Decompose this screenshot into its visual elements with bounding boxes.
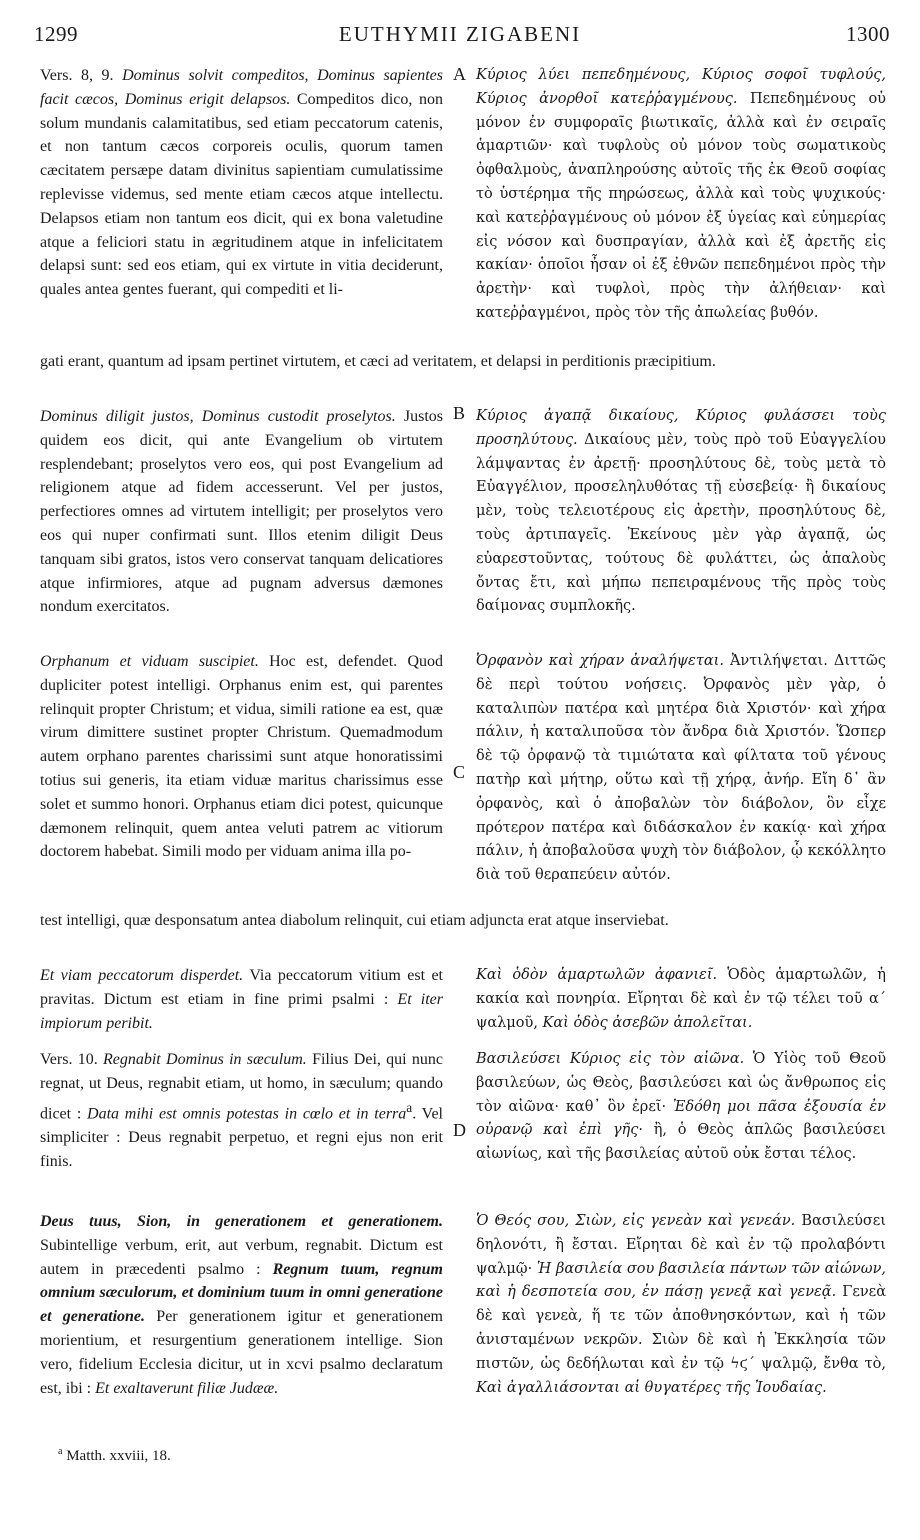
greek-commentary: Ὁδὸς ἁμαρτωλῶν, ἡ κακία καὶ πονηρία. Εἴρηται δὲ καὶ ἐν τῷ τέλει τοῦ α΄ ψαλμοῦ, bbox=[476, 967, 886, 1031]
greek-commentary: Πεπεδημένους οὐ μόνον ἐν συμφοραῖς βιωτικαῖς, ἀλλὰ καὶ ἐν σειραῖς ἁμαρτιῶν· καὶ τυφλοὺς οὐ μόνον τοὺς σωματικοὺς ὀφθαλμοὺς, ἀναπληρούσης αὐτοῖς τῆς ἐκ Θεοῦ σοφίας τὸ ὑστέρημα τῆς πηρώσεως, ἀλλὰ καὶ τοὺς ψυχικούς· καὶ κατεῤῥαγμένους οὐ μόνον ἐξ ὑγείας καὶ εὐημερίας εἰς νόσον καὶ δυσπραγίαν, ἀλλὰ καὶ ἐξ ἀρετῆς εἰς κακίαν· ὁποῖοι ἦσαν οἱ ἐξ ἐθνῶν πεπεδημένοι πρὸς τὴν ἀρετὴν· καὶ τυφλοὶ, πρὸς τὴν ἀλήθειαν· καὶ κατεῤῥαγμένοι, πρὸς τὸν τῆς ἀπωλείας βυθόν. bbox=[476, 90, 886, 321]
greek-viam bbox=[476, 964, 886, 1035]
greek-quotation: Ἡ βασιλεία σου βασιλεία πάντων τῶν αἰώνων, καὶ ἡ δεσποτεία σου, ἐν πάσῃ γενεᾷ καὶ γενεᾷ. bbox=[476, 1260, 886, 1301]
latin-commentary: Hoc est, defendet. Quod dupliciter potest intelligi. Orphanus enim est, qui parentes relinquit propter Christum; et vidua, simili ratione ea est, quæ virum dimittere sustinet propter Christum. Quemadmodum autem orphano parentes charissimi sunt atque honoratissimi totius sui generis, ita etiam viduæ maritus charissimus esse solet et summo honori. Orphanus etiam dici potest, quicunque dæmonem relinquit, quem antea veluti patrem ac vitiorum doctorem habebat. Simili modo per viduam anima illa po- bbox=[40, 653, 444, 861]
latin-commentary-end: Per generationem igitur et generationem morientium, et resurgentium generationem intellige. Sion vero, fidelium Ecclesia dicitur, ut in xcvi psalmo declaratum est, ibi : bbox=[40, 1308, 443, 1397]
greek-commentary: Βασιλεύσει δηλονότι, ἢ ἔσται. Εἴρηται δὲ καὶ ἐν τῷ προλαβόντι ψαλμῷ· bbox=[476, 1213, 886, 1277]
greek-deus-tuus bbox=[476, 1210, 886, 1400]
latin-commentary-end: . Vel simpliciter : Deus regnabit perpetuo, et regni ejus non erit finis. bbox=[40, 1104, 443, 1170]
margin-letter-d: D bbox=[453, 1120, 466, 1140]
latin-continuation-text: gati erant, quantum ad ipsam pertinet virtutem, et cæci ad veritatem, et delapsi in perditionis præcipitium. bbox=[40, 353, 716, 370]
latin-commentary: Justos quidem eos dicit, qui ante Evangelium ob virtutem resplendebant; proselytos vero eos, qui post Evangelium ad religionem atque ad fidem accesserunt. Vel per justos, perfectiores omnes ad virtutem intelligit; per proselytos vero eos qui nuper confirmati sunt. Illos etenim diligit Deus tanquam sibi gratos, istos vero conservat tanquam delicatiores atque infirmiores, atque ad pugnam adversus dæmones nondum exercitatos. bbox=[40, 408, 443, 616]
latin-continuation-2 bbox=[40, 909, 886, 933]
greek-verse-10 bbox=[476, 1048, 886, 1167]
running-title: EUTHYMII ZIGABENI bbox=[338, 22, 582, 46]
greek-quotation: Ἐδόθη μοι πᾶσα ἐξουσία ἐν οὐρανῷ καὶ ἐπὶ γῆς· bbox=[476, 1098, 886, 1139]
footnote bbox=[58, 1446, 171, 1465]
greek-verse-8-9 bbox=[476, 64, 886, 326]
right-page-number: 1300 bbox=[846, 22, 890, 46]
latin-commentary: Via peccatorum vitium est et pravitas. Dictum est etiam in fine primi psalmi : bbox=[40, 967, 444, 1008]
verse-number: Vers. 10. bbox=[40, 1051, 103, 1068]
latin-quotation: Data mihi est omnis potestas in cœlo et in terra bbox=[87, 1104, 407, 1122]
latin-commentary: Filius Dei, qui nunc regnat, ut Deus, regnabit etiam, ut homo, in sæculum; quando dicet : bbox=[40, 1051, 443, 1122]
latin-continuation bbox=[40, 350, 886, 374]
margin-letter-c: C bbox=[453, 762, 466, 782]
latin-continuation-text: test intelligi, quæ desponsatum antea diabolum relinquit, cui etiam adjuncta erat atque inserviebat. bbox=[40, 912, 669, 929]
latin-commentary: Subintellige verbum, erit, aut verbum, regnabit. Dictum est autem in præcedenti psalmo : bbox=[40, 1236, 443, 1278]
greek-commentary: Ὁ Υἱὸς τοῦ Θεοῦ βασιλεύων, ὡς Θεὸς, βασιλεύσει καὶ ὡς ἄνθρωπος εἰς τὸν αἰῶνα· καθ᾽ ὃν ἐρεῖ· bbox=[476, 1051, 887, 1115]
greek-commentary: Ἀντιλήψεται. Διττῶς δὲ περὶ τούτου νοήσεις. Ὀρφανὸς μὲν γὰρ, ὁ καταλιπὼν πατέρα καὶ μητέρα διὰ Χριστόν· καὶ χήρα πάλιν, ἡ καταλιποῦσα τὸν ἄνδρα διὰ Χριστόν. Ὥσπερ δὲ τῷ ὀρφανῷ τὰ τιμιώτατα καὶ φίλτατα τοῦ γένους πατὴρ καὶ μήτηρ, οὕτω καὶ τῇ χήρᾳ, ἀνήρ. Εἴη δ᾽ ἂν ὀρφανὸς, καὶ ὁ ἀποβαλὼν τὸν διάβολον, ὃν εἶχε πρότερον πατέρα καὶ διδάσκαλον ἐν κακίᾳ· καὶ χήρα πάλιν, ἡ ἀποβαλοῦσα ψυχὴ τὸν διάβολον, ᾧ κεκόλλητο διὰ τοῦ θεραπεύειν αὐτόν. bbox=[476, 653, 886, 884]
latin-quotation: Et iter impiorum peribit. bbox=[40, 990, 444, 1032]
left-page-number: 1299 bbox=[34, 22, 78, 46]
latin-verse-heading: Dominus solvit compeditos, Dominus sapientes facit cæcos, Dominus erigit delapsos. bbox=[40, 67, 444, 108]
latin-verse-heading: Regnabit Dominus in sæculum. bbox=[102, 1051, 307, 1068]
margin-letter-b: B bbox=[453, 403, 466, 423]
greek-verse-heading: Βασιλεύσει Κύριος εἰς τὸν αἰῶνα. bbox=[476, 1051, 745, 1067]
latin-quotation: Regnum tuum, regnum omnium sæculorum, et dominium tuum in omni generatione et generatione. bbox=[40, 1260, 443, 1326]
greek-commentary: Δικαίους μὲν, τοὺς πρὸ τοῦ Εὐαγγελίου λάμψαντας ἐν ἀρετῇ· προσηλύτους δὲ, τοὺς μετὰ τὸ Εὐαγγέλιον, προσεληλυθότας τῇ εὐσεβείᾳ· ἢ δικαίους μὲν, τοὺς τελειοτέρους εἰς ἀρετὴν, προσηλύτους δὲ, τοὺς ἀρτιπαγεῖς. Ἐκείνους μὲν γὰρ ἀγαπᾷ, ὡς εὐαρεστοῦντας, τούτους δὲ φυλάττει, ὡς ἁπαλοὺς ὄντας ἔτι, καὶ μήπω πεπειραμένους τῆς πρὸς τοὺς δαίμονας συμπλοκῆς. bbox=[476, 431, 886, 615]
greek-verse-heading: Ὁ Θεός σου, Σιὼν, εἰς γενεὰν καὶ γενεάν. bbox=[476, 1213, 796, 1229]
latin-final-quotation: Et exaltaverunt filiæ Judææ. bbox=[95, 1379, 279, 1397]
greek-commentary-end: ἢ, ὁ Θεὸς ἁπλῶς βασιλεύσει αἰωνίως, καὶ τῆς βασιλείας αὐτοῦ οὐκ ἔσται τέλος. bbox=[476, 1122, 886, 1163]
latin-verse-8-9 bbox=[40, 64, 443, 302]
latin-verse-heading: Orphanum et viduam suscipiet. bbox=[40, 653, 259, 670]
footnote-reference: a bbox=[406, 1099, 413, 1115]
latin-verse-10 bbox=[40, 1048, 443, 1173]
latin-viam bbox=[40, 964, 443, 1035]
footnote-text: Matth. xxviii, 18. bbox=[66, 1448, 171, 1464]
latin-commentary: Compeditos dico, non solum mundanis calamitatibus, sed etiam peccatorum catenis, et non tantum cæcos corporeis oculis, quorum tamen cæcitatem persæpe datam divinitus sapientiam cumulatissime replevisse videmus, sed mente etiam cæcos atque intellectu. Delapsos etiam non tantum eos dicit, qui ex bona valetudine atque a feliciori statu in ægritudinem atque in infelicitatem delapsi sunt: sed eos etiam, qui ex virtute in vitia deciderunt, quales antea gentes fuerant, qui compediti et li- bbox=[40, 90, 443, 299]
latin-verse-heading: Deus tuus, Sion, in generationem et generationem. bbox=[40, 1213, 443, 1230]
greek-verse-heading: Ὀρφανὸν καὶ χήραν ἀναλήψεται. bbox=[476, 653, 724, 669]
verse-number: Vers. 8, 9. bbox=[40, 67, 123, 84]
latin-justos bbox=[40, 405, 443, 619]
greek-verse-heading: Καὶ ὁδὸν ἁμαρτωλῶν ἀφανιεῖ. bbox=[476, 967, 718, 983]
greek-quotation: Καὶ ὁδὸς ἀσεβῶν ἀπολεῖται. bbox=[542, 1014, 753, 1031]
greek-justos bbox=[476, 405, 886, 619]
margin-letter-a: A bbox=[453, 64, 466, 84]
latin-deus-tuus bbox=[40, 1210, 443, 1400]
greek-verse-heading: Κύριος λύει πεπεδημένους, Κύριος σοφοῖ τυφλούς, Κύριος ἀνορθοῖ κατεῤῥαγμένους. bbox=[476, 67, 886, 107]
latin-verse-heading: Dominus diligit justos, Dominus custodit proselytos. bbox=[40, 408, 396, 425]
greek-final-quotation: Καὶ ἀγαλλιάσονται αἱ θυγατέρες τῆς Ἰουδαίας. bbox=[476, 1379, 827, 1396]
greek-orphanum bbox=[476, 650, 886, 888]
greek-verse-heading: Κύριος ἀγαπᾷ δικαίους, Κύριος φυλάσσει τοὺς προσηλύτους. bbox=[476, 408, 886, 448]
latin-orphanum bbox=[40, 650, 443, 864]
footnote-marker: a bbox=[58, 1446, 63, 1457]
latin-verse-heading: Et viam peccatorum disperdet. bbox=[40, 967, 244, 984]
greek-commentary-end: Γενεὰ δὲ καὶ γενεὰ, ἥ τε τῶν ἀποθνησκόντων, καὶ ἡ τῶν ἀνισταμένων νεκρῶν. Σιὼν δὲ καὶ ἡ Ἐκκλησία τῶν πιστῶν, ὡς δεδήλωται καὶ ἐν τῷ ϟϛ΄ ψαλμῷ, ἔνθα τὸ, bbox=[476, 1284, 886, 1372]
